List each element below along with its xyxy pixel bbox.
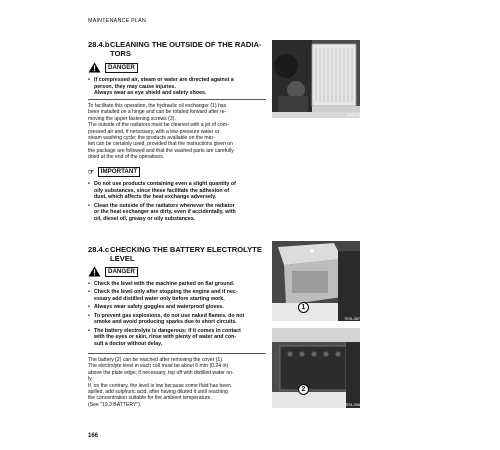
bullet-line: • Check the level with the machine parked on flat ground. [94,281,235,287]
list-item [88,313,266,326]
danger-bullet-list [88,77,266,99]
section-number: 28.4.b [88,40,110,49]
radiator-paragraph [88,103,266,161]
para-line: The outside of the radiators must be cleaned with a jet of com- [88,122,229,129]
bullet-line: with the eyes or skin, rinse with plenty of water and con- [94,334,237,341]
running-header: MAINTENANCE PLAN [88,18,147,24]
para-line: the concentration suitable for the ambient temperature. [88,395,212,402]
bullet-line: • Do not use products containing even a slight quantity of [94,181,236,187]
page-number: 166 [88,433,99,439]
list-item [88,281,266,288]
bullet-line: oil, diesel oil, greasy or oily substances. [94,215,196,222]
list-item [88,304,266,311]
bullet-line: oily substances, since these facilitate the adhesion of [94,187,230,194]
bullet-line: dust, which affects the heat exchange adversely. [94,194,217,201]
para-line: steam washing cycle; the products available on the mar- [88,135,215,142]
bullet-line: Always wear an eye shield and safety shoes. [94,90,207,97]
radiator-illustration [272,40,360,118]
para-line: dried at the end of the operations. [88,154,165,161]
important-hand-icon: ☞ [88,169,94,176]
warning-triangle-icon [88,266,101,277]
list-item [88,203,266,223]
section-title-line1: CHECKING THE BATTERY ELECTROLYTE [110,245,262,254]
list-item [88,328,266,348]
section-title-line2: TORS [110,49,131,58]
battery-cover-illustration [272,241,360,321]
callout-1: 1 [298,302,309,313]
para-line: spilled, add sulphuric acid, after having diluted it until reaching [88,389,228,396]
figure-code: TE91-0870 [344,317,362,321]
bullet-line: • If compressed air, steam or water are directed against a [94,77,234,83]
bullet-line: • Always wear safety goggles and waterproof gloves. [94,304,224,311]
para-line: ly. [88,376,93,383]
figure-code: TE91-1000 [346,113,364,117]
para-line: the package are followed and that the washed parts are carefully [88,147,234,154]
danger-label: DANGER [105,267,138,277]
warning-triangle-icon [88,62,101,73]
para-line: If, on the contrary, the level is low because some fluid has been [88,382,231,389]
bullet-line: • To prevent gas explosions, do not use naked flames, do not [94,312,245,319]
list-item [88,289,266,302]
figure-code: TE91-0980 [344,403,362,407]
para-line: above the plate edge; if necessary, top off with distilled water on- [88,369,234,376]
bullet-line: • Check the level only after stopping the engine and if nec- [94,289,238,296]
battery-illustration [272,328,360,408]
danger-notice [88,62,138,73]
para-line: moving the upper fastening screws (2). [88,115,176,122]
battery-photo [272,328,360,408]
important-bullet-list [88,181,266,224]
para-line: To facilitate this operation, the hydraulic oil exchanger (1) has [88,103,227,109]
bullet-line: essary add distilled water only before starting work. [94,295,225,302]
bullet-line: person, they may cause injuries. [94,83,176,90]
section-title-line1: CLEANING THE OUTSIDE OF THE RADIA- [110,40,262,49]
bullet-line: or the heat exchanger are dirty, even if accidentally, with [94,209,236,216]
para-line: (See "19.3 BATTERY"). [88,401,142,408]
important-notice [88,167,140,177]
bullet-line: smoke and avoid producing sparks due to short circuits. [94,319,237,326]
para-line: been installed on a hinge and can be rotated forward after re- [88,109,227,116]
section-number: 28.4.c [88,245,110,254]
important-label: IMPORTANT [98,167,140,177]
divider [88,99,266,100]
list-item [88,181,266,201]
battery-cover-photo [272,241,360,321]
para-line: The battery (2) can be reached after removing the cover (1). [88,357,224,363]
danger-label: DANGER [105,63,138,73]
section-title-cleaning-radiators [88,40,261,58]
battery-paragraph [88,357,266,408]
radiator-photo [272,40,360,118]
section-title-battery-electrolyte [88,245,262,263]
para-line: pressed air and, if necessary, with a low-pressure water or [88,128,220,135]
bullet-line: • Clean the outside of the radiators whenever the radiator [94,202,235,209]
callout-2: 2 [298,384,309,395]
section-title-line2: LEVEL [110,254,135,263]
bullet-line: sult a doctor without delay. [94,340,163,347]
danger-notice [88,266,138,277]
list-item [88,77,266,97]
battery-bullet-list [88,281,266,349]
bullet-line: • The battery electrolyte is dangerous; if it comes in contact [94,327,241,334]
para-line: ket can be certainly used, provided that the instructions given on [88,141,233,148]
para-line: The electrolyte level in each cell must be about 6 mm (0.24 in) [88,363,229,370]
divider [88,353,266,354]
